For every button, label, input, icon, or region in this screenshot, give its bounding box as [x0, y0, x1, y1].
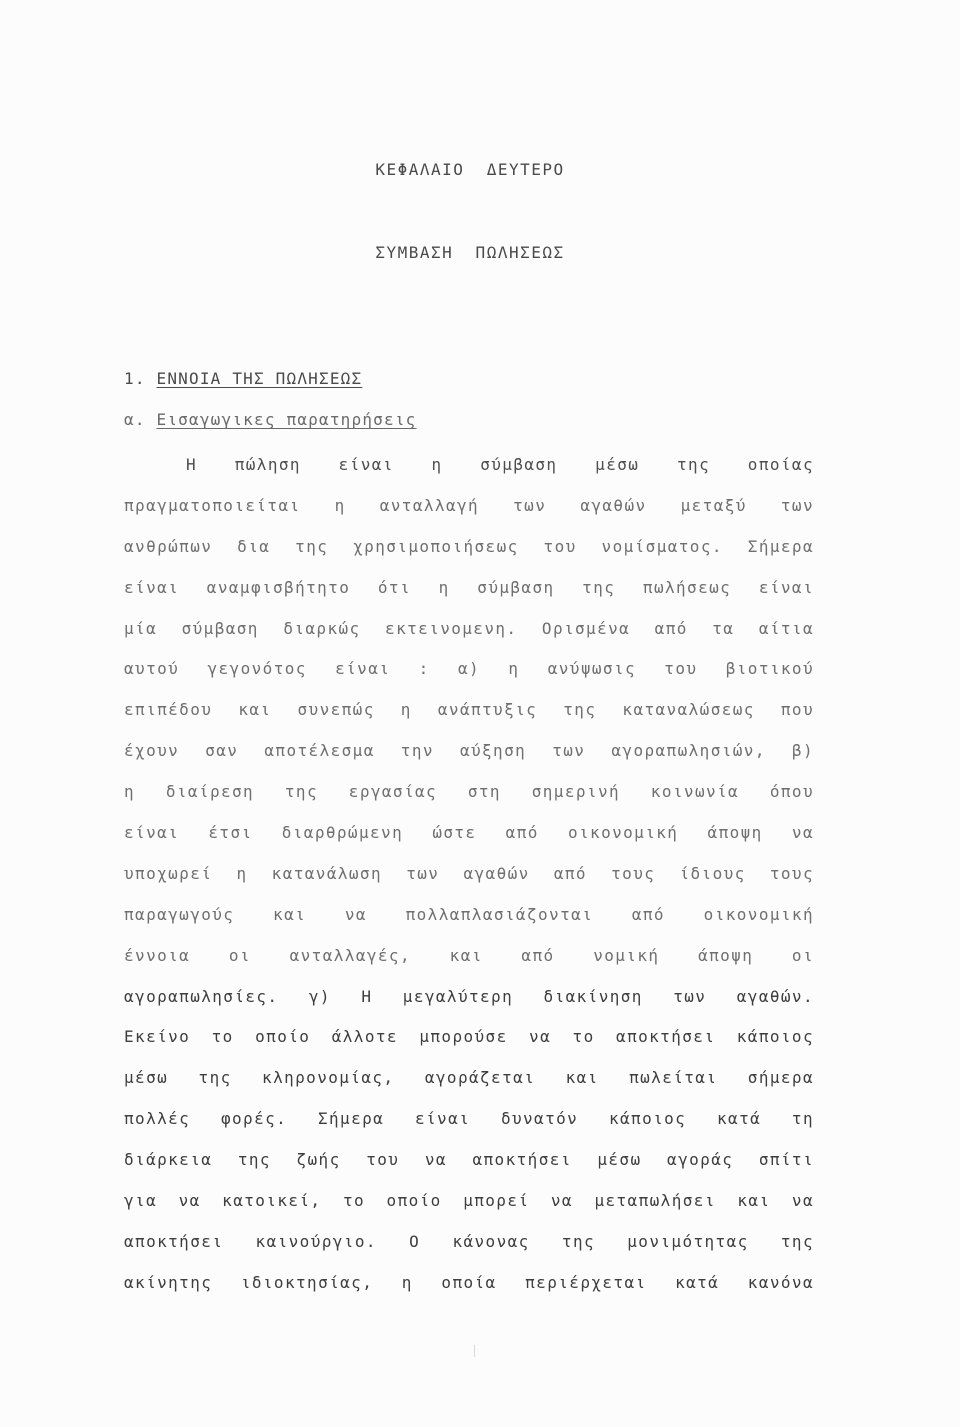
paragraph-line: αυτού γεγονότος είναι : α) η ανύψωσις του βιοτικού	[124, 659, 814, 679]
subsection-heading	[124, 410, 417, 429]
paragraph-line: μέσω της κληρονομίας, αγοράζεται και πωλείται σήμερα	[124, 1068, 814, 1088]
section-title: ΕΝΝΟΙΑ ΤΗΣ ΠΩΛΗΣΕΩΣ	[156, 369, 363, 388]
paragraph-line: μία σύμβαση διαρκώς εκτεινομενη. Ορισμένα από τα αίτια	[124, 618, 814, 638]
chapter-subheading: ΣΥΜΒΑΣΗ ΠΩΛΗΣΕΩΣ	[375, 243, 565, 262]
body-paragraph	[124, 451, 814, 1310]
paragraph-line: έννοια οι ανταλλαγές, και από νομική άποψη οι	[124, 945, 814, 965]
section-heading	[124, 369, 362, 388]
subsection-letter: α.	[124, 410, 146, 429]
paragraph-line: διάρκεια της ζωής του να αποκτήσει μέσω αγοράς σπίτι	[124, 1150, 814, 1170]
paragraph-line: Η πώληση είναι η σύμβαση μέσω της οποίας	[186, 455, 814, 474]
scan-speck	[474, 1345, 475, 1357]
paragraph-line: αποκτήσει καινούργιο. Ο κάνονας της μονιμότητας της	[124, 1231, 814, 1251]
paragraph-line: επιπέδου και συνεπώς η ανάπτυξις της καταναλώσεως που	[124, 700, 814, 720]
paragraph-line: υποχωρεί η κατανάλωση των αγαθών από τους ίδιους τους	[124, 863, 814, 883]
subsection-title: Εισαγωγικες παρατηρήσεις	[156, 410, 417, 429]
paragraph-line: είναι αναμφισβήτητο ότι η σύμβαση της πωλήσεως είναι	[124, 577, 814, 597]
paragraph-line: ακίνητης ιδιοκτησίας, η οποία περιέρχεται κατά κανόνα	[124, 1272, 814, 1292]
paragraph-line: για να κατοικεί, το οποίο μπορεί να μεταπωλήσει και να	[124, 1191, 814, 1211]
paragraph-line: η διαίρεση της εργασίας στη σημερινή κοινωνία όπου	[124, 782, 814, 802]
paragraph-line: είναι έτσι διαρθρώμενη ώστε από οικονομική άποψη να	[124, 823, 814, 843]
paragraph-line: πολλές φορές. Σήμερα είναι δυνατόν κάποιος κατά τη	[124, 1109, 814, 1129]
paragraph-line: Εκείνο το οποίο άλλοτε μπορούσε να το αποκτήσει κάποιος	[124, 1027, 814, 1047]
paragraph-line: αγοραπωλησίες. γ) Η μεγαλύτερη διακίνηση των αγαθών.	[124, 986, 814, 1006]
paragraph-line: παραγωγούς και να πολλαπλασιάζονται από οικονομική	[124, 904, 814, 924]
section-number: 1.	[124, 369, 146, 388]
paragraph-line: ανθρώπων δια της χρησιμοποιήσεως του νομίσματος. Σήμερα	[124, 536, 814, 556]
paragraph-line: πραγματοποιείται η ανταλλαγή των αγαθών μεταξύ των	[124, 495, 814, 515]
paragraph-line: έχουν σαν αποτέλεσμα την αύξηση των αγοραπωλησιών, β)	[124, 741, 814, 761]
chapter-heading: ΚΕΦΑΛΑΙΟ ΔΕΥΤΕΡΟ	[375, 160, 565, 179]
